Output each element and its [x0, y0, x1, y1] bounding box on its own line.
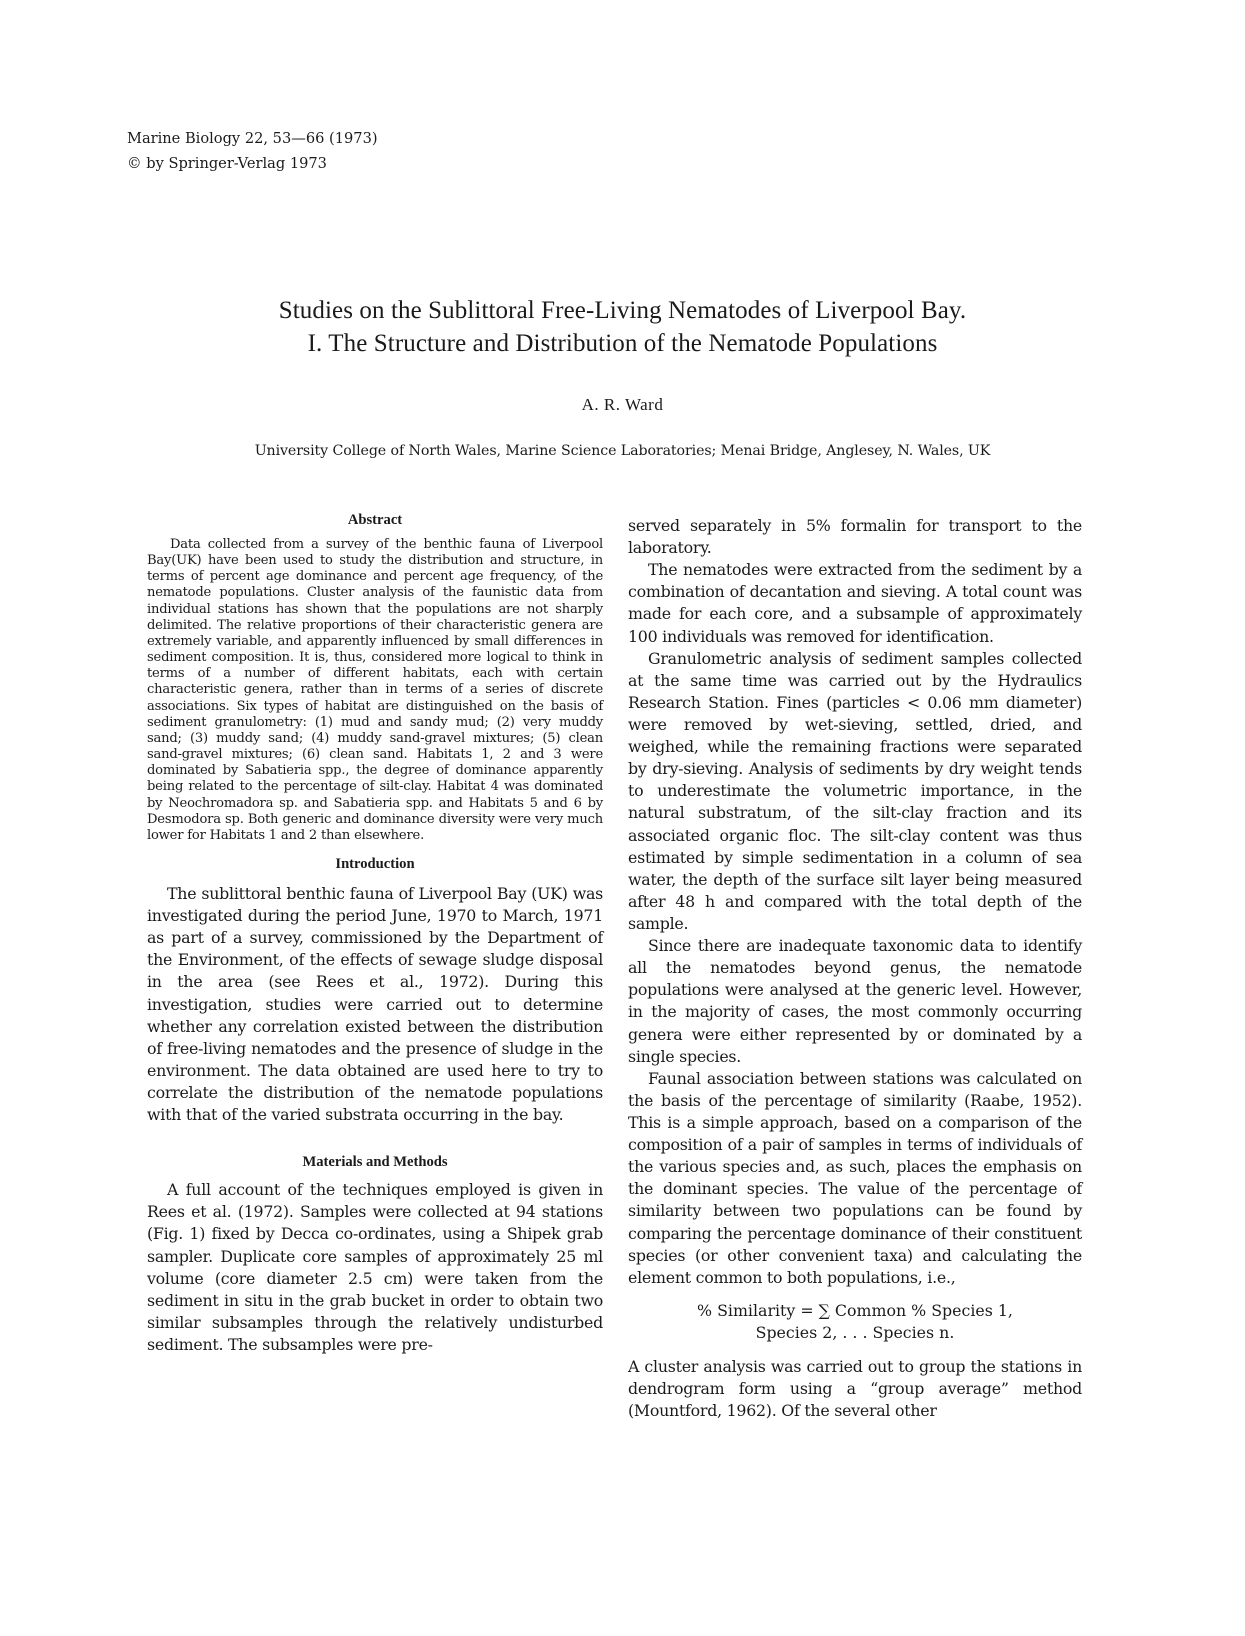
- methods-paragraph-2: The nematodes were extracted from the sediment by a combination of decantation and sieving. A total count was made for each core, and a subsample of approximately 100 individuals was removed for identification.: [628, 560, 1082, 646]
- methods-paragraph-1-continued: served separately in 5% formalin for transport to the laboratory.: [628, 516, 1082, 558]
- methods-paragraph-1: A full account of the techniques employed is given in Rees et al. (1972). Samples were collected at 94 stations (Fig. 1) fixed by Decca co-ordinates, using a Shipek grab sampler. Duplicate core samples of approximately 25 ml volume (core diameter 2.5 cm) were taken from the sediment in situ in the grab bucket in order to obtain two similar subsamples through the relatively undisturbed sediment. The subsamples were pre-: [147, 1180, 603, 1354]
- abstract-text: Data collected from a survey of the benthic fauna of Liverpool Bay(UK) have been used to study the distribution and structure, in terms of percent age dominance and percent age frequency, of the nematode populations. Cluster analysis of the faunistic data from individual stations has shown that the populations are not sharply delimited. The relative proportions of their characteristic genera are extremely variable, and apparently influenced by small differences in sediment composition. It is, thus, considered more logical to think in terms of a number of different habitats, each with certain characteristic genera, rather than in terms of a series of discrete associations. Six types of habitat are distinguished on the basis of sediment granulometry: (1) mud and sandy mud; (2) very muddy sand; (3) muddy sand; (4) muddy sand-gravel mixtures; (5) clean sand-gravel mixtures; (6) clean sand. Habitats 1, 2 and 3 were dominated by Sabatieria spp., the degree of dominance apparently being related to the percentage of silt-clay. Habitat 4 was dominated by Neochromadora sp. and Sabatieria spp. and Habitats 5 and 6 by Desmodora sp. Both generic and dominance diversity were very much lower for Habitats 1 and 2 than elsewhere.: [147, 537, 603, 843]
- right-column: [628, 515, 1082, 1422]
- methods-heading: Materials and Methods: [302, 1154, 448, 1171]
- journal-citation: [127, 127, 378, 177]
- abstract-heading: Abstract: [347, 512, 403, 528]
- methods-paragraph-4: Since there are inadequate taxonomic data to identify all the nematodes beyond genus, the nematode populations were analysed at the generic level. However, in the majority of cases, the most commonly occurring genera were either represented by or dominated by a single species.: [628, 936, 1082, 1066]
- methods-paragraph-3: Granulometric analysis of sediment samples collected at the same time was carried out by the Hydraulics Research Station. Fines (particles < 0.06 mm diameter) were removed by wet-sieving, settled, dried, and weighed, while the remaining fractions were separated by dry-sieving. Analysis of sediments by dry weight tends to underestimate the volumetric importance, in the natural substratum, of the silt-clay fraction and its associated organic floc. The silt-clay content was thus estimated by simple sedimentation in a column of sea water, the depth of the surface silt layer being measured after 48 h and compared with the total depth of the sample.: [628, 648, 1082, 933]
- left-column: [147, 512, 603, 1356]
- introduction-paragraph: The sublittoral benthic fauna of Liverpool Bay (UK) was investigated during the period June, 1970 to March, 1971 as part of a survey, commissioned by the Department of the Environment, of the effects of sewage sludge disposal in the area (see Rees et al., 1972). During this investigation, studies were carried out to determine whether any correlation existed between the distribution of free-living nematodes and the presence of sludge in the environment. The data obtained are used here to try to correlate the distribution of the nematode populations with that of the varied substrata occurring in the bay.: [147, 883, 603, 1125]
- journal-line: Marine Biology 22, 53—66 (1973): [127, 130, 378, 147]
- methods-body-left: [147, 1179, 603, 1356]
- similarity-formula: [628, 1300, 1082, 1344]
- methods-paragraph-5: Faunal association between stations was calculated on the basis of the percentage of similarity (Raabe, 1952). This is a simple approach, based on a comparison of the composition of a pair of samples in terms of individuals of the various species and, as such, places the emphasis on the dominant species. The value of the percentage of similarity between two populations can be found by comparing the percentage dominance of their constituent species (or other convenient taxa) and calculating the element common to both populations, i.e.,: [628, 1068, 1082, 1287]
- author-name: A. R. Ward: [581, 395, 664, 414]
- methods-body-right-end: [628, 1356, 1082, 1422]
- author-affiliation: University College of North Wales, Marine Science Laboratories; Menai Bridge, Anglesey, N. Wales, UK: [254, 443, 991, 459]
- title-line-2: I. The Structure and Distribution of the Nematode Populations: [307, 330, 938, 358]
- methods-paragraph-6: A cluster analysis was carried out to group the stations in dendrogram form using a “group average” method (Mountford, 1962). Of the several other: [628, 1357, 1082, 1421]
- title-line-1: Studies on the Sublittoral Free-Living Nematodes of Liverpool Bay.: [278, 297, 967, 324]
- paper-title: [0, 294, 1245, 361]
- introduction-heading: Introduction: [335, 855, 415, 872]
- introduction-body: [147, 883, 603, 1126]
- formula-line-2: Species 2, . . . Species n.: [755, 1322, 955, 1342]
- methods-body-right: [628, 515, 1082, 1289]
- formula-line-1: % Similarity = ∑ Common % Species 1,: [697, 1300, 1013, 1320]
- copyright-line: © by Springer-Verlag 1973: [127, 154, 327, 172]
